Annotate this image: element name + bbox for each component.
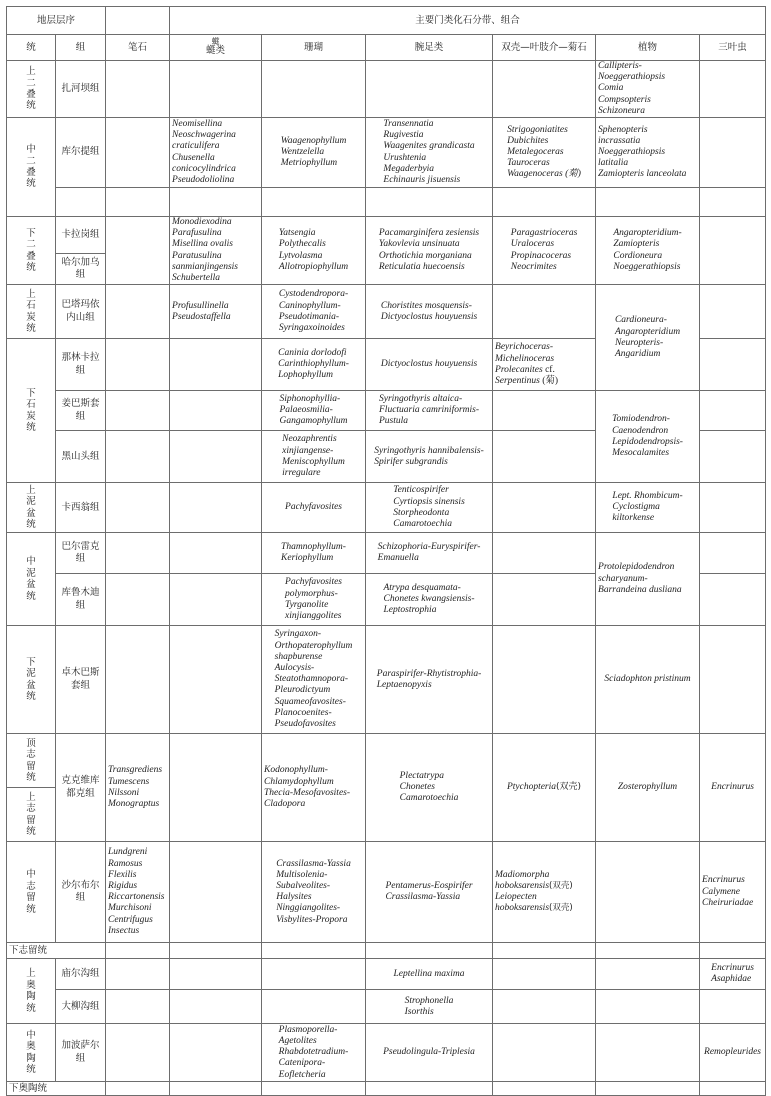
brachiopods-cell xyxy=(366,574,493,626)
trilobites-cell xyxy=(700,959,766,990)
trilobites-cell xyxy=(700,1024,766,1082)
brachiopods-text: Paraspirifer-Rhytistrophia- Leptaenopyxis xyxy=(376,668,482,690)
fusulinids-cell xyxy=(170,959,262,990)
graptolites-cell xyxy=(106,1082,170,1096)
ammonoids-cell xyxy=(493,61,596,118)
corals-cell xyxy=(262,533,366,574)
fusulinids-cell xyxy=(170,626,262,734)
fusulinids-text: 䗴类 xyxy=(206,45,226,57)
fusulinids-text: Profusullinella Pseudostaffella xyxy=(172,300,231,322)
corals-text: Neozaphrentis xinjiangense- Meniscophyllum irregulare xyxy=(282,434,345,478)
brachiopods-cell xyxy=(366,1024,493,1082)
formation-cell: 加波萨尔组 xyxy=(56,1024,106,1082)
fusulinids-cell xyxy=(170,1082,262,1096)
brachiopods-cell xyxy=(366,959,493,990)
series-cell: 上石炭统 xyxy=(7,285,56,339)
ammonoids-cell xyxy=(493,959,596,990)
corals-cell xyxy=(262,1082,366,1096)
ammonoids-cell xyxy=(493,391,596,431)
ammonoids-cell xyxy=(493,483,596,533)
brachiopods-cell xyxy=(366,391,493,431)
fusulinids-cell xyxy=(170,943,262,959)
corals-cell xyxy=(262,943,366,959)
table-row xyxy=(7,118,766,188)
fusulinids-cell xyxy=(170,285,262,339)
formation-cell: 姜巴斯套组 xyxy=(56,391,106,431)
corals-text: Plasmoporella- Agetolites Rhabdotetradium- Catenipora- Eofletcheria xyxy=(278,1024,349,1080)
brachiopods-cell xyxy=(366,61,493,118)
plants-text: Angaropteridium- Zamiopteris Cordioneura Noeggerathiopsis xyxy=(613,228,682,272)
series-cell: 上志留统 xyxy=(7,788,56,842)
trilobites-cell xyxy=(700,483,766,533)
brachiopods-text: Choristites mosquensis- Dictyoclostus houyuensis xyxy=(380,300,478,322)
formation-cell: 那林卡拉组 xyxy=(56,339,106,391)
brachiopods-cell xyxy=(366,188,493,217)
brachiopods-cell xyxy=(366,285,493,339)
corals-cell xyxy=(262,626,366,734)
cf-abbrev: cf. xyxy=(542,364,555,375)
table-row xyxy=(7,734,766,788)
corals-cell xyxy=(262,431,366,483)
corals-text: Waagenophyllum Wentzelella Metriophyllum xyxy=(280,135,347,169)
ammonoids-cell xyxy=(493,431,596,483)
plants-text: Lept. Rhombicum- Cyclostigma kiltorkense xyxy=(612,490,683,524)
plants-cell xyxy=(596,1082,700,1096)
fusulinids-text: Neomisellina Neoschwagerina craticulifera Chusenella conicocylindrica Pseudodoliolina xyxy=(172,118,236,185)
graptolites-cell xyxy=(106,943,170,959)
brachiopods-text: Strophonella Isorthis xyxy=(404,995,454,1017)
fusulinids-header xyxy=(170,35,262,61)
plants-cell xyxy=(596,188,700,217)
formation-cell: 哈尔加乌组 xyxy=(56,254,106,285)
fusulinids-cell xyxy=(170,339,262,391)
plants-text: Callipteris- Noeggerathiopsis Comia Compsopteris Schizoneura xyxy=(598,61,666,116)
brachiopods-cell xyxy=(366,339,493,391)
fusulinids-cell xyxy=(170,574,262,626)
corals-cell xyxy=(262,483,366,533)
formation-cell: 沙尔布尔组 xyxy=(56,842,106,943)
corals-text: Pachyfavosites polymorphus- Tyrganolite xinjianggolites xyxy=(285,577,342,621)
series-cell: 顶志留统 xyxy=(7,734,56,788)
graptolites-cell xyxy=(106,217,170,285)
plants-cell xyxy=(596,943,700,959)
plants-cell xyxy=(596,391,700,483)
fusulinids-cell xyxy=(170,483,262,533)
table-row xyxy=(7,391,766,431)
plants-text: Cardioneura- Angaropteridium Neuropteris- Angaridium xyxy=(614,315,681,359)
corals-text: Siphonophyllia- Palaeosmilia- Gangamophyllum xyxy=(279,393,348,427)
ammonoids-cell xyxy=(493,533,596,574)
ammonoids-cell xyxy=(493,118,596,188)
brachiopods-cell xyxy=(366,990,493,1024)
formation-cell: 庙尔沟组 xyxy=(56,959,106,990)
series-cell: 下奥陶统 xyxy=(7,1082,106,1096)
fusulinids-cell xyxy=(170,990,262,1024)
table-row xyxy=(7,533,766,574)
brachiopods-text: Syringothyris hannibalensis- Spirifer subgrandis xyxy=(374,445,484,467)
graptolites-cell xyxy=(106,574,170,626)
plants-cell xyxy=(596,217,700,285)
formation-cell: 卡西翁组 xyxy=(56,483,106,533)
fusulinids-cell xyxy=(170,842,262,943)
graptolites-text: Lundgreni Ramosus Flexilis Rigidus Riccartonensis Murchisoni Centrifugus Insectus xyxy=(108,847,165,936)
fusulinids-cell xyxy=(170,431,262,483)
brachiopods-header: 腕足类 xyxy=(366,35,493,61)
formation-cell: 巴塔玛依内山组 xyxy=(56,285,106,339)
brachiopods-cell xyxy=(366,626,493,734)
formation-cell: 巴尔雷克组 xyxy=(56,533,106,574)
plants-cell xyxy=(596,118,700,188)
trilobites-cell xyxy=(700,391,766,431)
series-cell: 上二叠统 xyxy=(7,61,56,118)
formation-cell: 黑山头组 xyxy=(56,431,106,483)
plants-cell xyxy=(596,1024,700,1082)
ammonoids-cell xyxy=(493,1024,596,1082)
graptolites-cell xyxy=(106,842,170,943)
table-row xyxy=(7,61,766,118)
trilobites-cell xyxy=(700,217,766,285)
formation-cell: 卓木巴斯套组 xyxy=(56,626,106,734)
trilobites-cell xyxy=(700,943,766,959)
trilobites-text: Encrinurus Calymene Cheiruriadae xyxy=(702,875,754,908)
trilobites-cell xyxy=(700,1082,766,1096)
corals-text: Crassilasma-Yassia Multisolenia- Subalveolites- Halysites Ninggiangolites- Visbylites-Propora xyxy=(276,858,351,925)
trilobites-cell xyxy=(700,339,766,391)
trilobites-cell xyxy=(700,990,766,1024)
ammonoids-cell xyxy=(493,626,596,734)
plants-cell xyxy=(596,533,700,626)
plants-cell xyxy=(596,842,700,943)
formation-cell: 大柳沟组 xyxy=(56,990,106,1024)
corals-cell xyxy=(262,391,366,431)
fusulinids-cell xyxy=(170,533,262,574)
bivalves-text: Leiopecten hoboksarensis xyxy=(495,892,550,914)
header-row-2 xyxy=(7,35,766,61)
corals-text: Syringaxon- Orthopaterophyllum shapburense Aulocysis- Steatothamnopora- Pleurodictyum Squameofavosites- Planocoenites- Pseudofavosites xyxy=(274,629,353,729)
bivalves-tag: (双壳) xyxy=(556,781,582,792)
trilobites-cell xyxy=(700,533,766,574)
trilobites-cell xyxy=(700,188,766,217)
brachiopods-text: Dictyoclostus houyuensis xyxy=(380,359,478,370)
brachiopods-cell xyxy=(366,842,493,943)
table-row xyxy=(7,1082,766,1096)
fusulinids-cell xyxy=(170,61,262,118)
table-row xyxy=(7,285,766,339)
ammonoid-species: Serpentinus xyxy=(495,375,540,386)
brachiopods-text: Leptellina maxima xyxy=(393,968,465,979)
bivalves-cell xyxy=(493,734,596,842)
ammonoids-cell xyxy=(493,574,596,626)
graptolites-cell xyxy=(106,188,170,217)
bivalve-entry-1 xyxy=(495,870,593,892)
ammonoids-text: Beyrichoceras- Michelinoceras xyxy=(495,342,555,364)
corals-cell xyxy=(262,188,366,217)
table-row xyxy=(7,626,766,734)
trilobites-cell xyxy=(700,61,766,118)
formation-cell: 库鲁木迪组 xyxy=(56,574,106,626)
ammonoids-cell xyxy=(493,1082,596,1096)
fusulinids-cell xyxy=(170,217,262,285)
trilobites-cell xyxy=(700,842,766,943)
graptolites-cell xyxy=(106,483,170,533)
corals-text: Thamnophyllum- Keriophyllum xyxy=(281,542,346,564)
corals-cell xyxy=(262,217,366,285)
series-cell: 中泥盆统 xyxy=(7,533,56,626)
ammonoid-genus: Prolecanites xyxy=(495,364,543,375)
fusulinids-cell xyxy=(170,734,262,842)
graptolites-header: 笔石 xyxy=(106,35,170,61)
brachiopods-text: Atrypa desquamata- Chonetes kwangsiensis- Leptostrophia xyxy=(383,582,475,616)
ammonoids-text: Paragastrioceras Uraloceras Propinacoceras Neocrimites xyxy=(510,228,578,272)
formation-header: 组 xyxy=(56,35,106,61)
corals-text: Kodonophyllum- Chlamydophyllum Thecia-Mesofavosites- Cladopora xyxy=(264,765,351,809)
bivalves-text: Madiomorpha hoboksarensis xyxy=(495,869,550,892)
series-cell: 上泥盆统 xyxy=(7,483,56,533)
fusulinids-cell xyxy=(170,1024,262,1082)
ammonoids-cell xyxy=(493,990,596,1024)
strata-header: 地层层序 xyxy=(7,7,106,35)
graptolites-cell xyxy=(106,285,170,339)
brachiopods-cell xyxy=(366,943,493,959)
series-cell: 中奥陶统 xyxy=(7,1024,56,1082)
graptolites-cell xyxy=(106,118,170,188)
trilobites-cell xyxy=(700,626,766,734)
table-row xyxy=(7,943,766,959)
table-row xyxy=(7,959,766,990)
formation-cell: 库尔提组 xyxy=(56,118,106,188)
graptolites-cell xyxy=(106,533,170,574)
table-row xyxy=(7,483,766,533)
plants-header: 植物 xyxy=(596,35,700,61)
ammonoids-text-2 xyxy=(495,365,593,376)
series-cell: 中志留统 xyxy=(7,842,56,943)
bivalves-tag: (双壳) xyxy=(549,903,573,914)
plants-cell xyxy=(596,959,700,990)
graptolites-cell xyxy=(106,990,170,1024)
series-cell: 下泥盆统 xyxy=(7,626,56,734)
series-cell: 上奥陶统 xyxy=(7,959,56,1024)
brachiopods-cell xyxy=(366,483,493,533)
series-cell: 下二叠统 xyxy=(7,217,56,285)
graptolites-cell xyxy=(106,734,170,842)
ammonoids-cell xyxy=(493,188,596,217)
bivalves-tag: (双壳) xyxy=(549,881,573,892)
ammonoids-cell xyxy=(493,943,596,959)
brachiopods-text: Transennatia Rugivestia Waagenites grandicasta Urushtenia Megaderbyia Echinauris jisuensis xyxy=(383,118,475,185)
ammonoids-cell xyxy=(493,285,596,339)
brachiopods-cell xyxy=(366,533,493,574)
brachiopods-cell xyxy=(366,1082,493,1096)
trilobites-text: Encrinurus xyxy=(711,782,754,793)
formation-cell: 卡拉岗组 xyxy=(56,217,106,254)
formation-cell: 克克维库都克组 xyxy=(56,734,106,842)
ammonoids-cell xyxy=(493,339,596,391)
bivalves-cell xyxy=(493,842,596,943)
table-row xyxy=(7,1024,766,1082)
graptolites-cell xyxy=(106,61,170,118)
corals-text: Caninia dorlodofi Carinthiophyllum- Lophophyllum xyxy=(278,347,349,381)
graptolites-text: Transgrediens Tumescens Nilssoni Monograptus xyxy=(108,765,163,809)
brachiopods-cell xyxy=(366,431,493,483)
plants-cell xyxy=(596,483,700,533)
trilobites-header: 三叶虫 xyxy=(700,35,766,61)
ammonoids-text-3 xyxy=(495,376,593,387)
plants-cell xyxy=(596,285,700,391)
corals-cell xyxy=(262,61,366,118)
fusulinids-header-label xyxy=(206,38,225,56)
corals-cell xyxy=(262,1024,366,1082)
corals-cell xyxy=(262,734,366,842)
formation-cell: 扎河坝组 xyxy=(56,61,106,118)
trilobites-cell xyxy=(700,118,766,188)
table-row xyxy=(7,842,766,943)
fossil-zones-header: 主要门类化石分带、组合 xyxy=(170,7,766,35)
plants-text: Zosterophyllum xyxy=(617,782,678,793)
graptolites-cell xyxy=(106,626,170,734)
brachiopods-cell xyxy=(366,734,493,842)
plants-text: Sphenopteris incrassatia Noeggerathiopsis latitalia Zamiopteris lanceolata xyxy=(598,124,687,180)
series-cell: 下志留统 xyxy=(7,943,106,959)
plants-cell xyxy=(596,61,700,118)
brachiopods-text: Tenticospirifer Cyrtiopsis sinensis Storpheodonta Camarotoechia xyxy=(393,485,465,529)
plants-cell xyxy=(596,734,700,842)
brachiopods-text: Pentamerus-Eospirifer Crassilasma-Yassia xyxy=(385,881,473,903)
corals-text: Cystodendropora- Caninophyllum- Pseudotimania- Syringaxoinoides xyxy=(278,289,349,333)
corals-text: Pachyfavosites xyxy=(285,502,342,513)
formation-cell xyxy=(56,188,106,217)
table-row xyxy=(7,217,766,254)
ammonoid-tag: (菊) xyxy=(539,375,559,386)
brachiopods-cell xyxy=(366,217,493,285)
plants-cell xyxy=(596,990,700,1024)
graptolites-cell xyxy=(106,959,170,990)
plants-cell xyxy=(596,626,700,734)
brachiopods-text: Pseudolingula-Triplesia xyxy=(383,1047,475,1058)
brachiopods-text: Syringothyris altaica- Fluctuaria camriniformis- Pustula xyxy=(379,393,480,427)
graptolites-cell xyxy=(106,1024,170,1082)
trilobites-text: Encrinurus Asaphidae xyxy=(711,963,754,985)
ammonoids-cell xyxy=(493,217,596,285)
corals-cell xyxy=(262,574,366,626)
brachiopods-text: Schizophoria-Euryspirifer- Emanuella xyxy=(377,542,481,564)
ammonoids-text: Strigogoniatites Dubichites Metalegoceras Tauroceras Waagenoceras (菊) xyxy=(507,124,581,180)
fusulinids-cell xyxy=(170,391,262,431)
header-row-1 xyxy=(7,7,766,35)
brachiopods-cell xyxy=(366,118,493,188)
fossil-zonation-table xyxy=(6,6,766,1096)
corals-cell xyxy=(262,842,366,943)
series-header: 统 xyxy=(7,35,56,61)
series-cell: 中二叠统 xyxy=(7,118,56,217)
corals-cell xyxy=(262,959,366,990)
fusulinids-text: Monodiexodina Parafusulina Misellina ovalis Paratusulina sanmianjingensis Schubertella xyxy=(172,217,238,284)
graptolites-cell xyxy=(106,391,170,431)
blank-header-cell xyxy=(106,7,170,35)
trilobites-cell xyxy=(700,285,766,339)
graptolites-cell xyxy=(106,339,170,391)
brachiopods-text: Pacamarginifera zesiensis Yakovlevia unsinuata Orthotichia morganiana Reticulatia huecoensis xyxy=(378,228,480,272)
corals-header: 珊瑚 xyxy=(262,35,366,61)
series-cell: 下石炭统 xyxy=(7,339,56,483)
plants-text: Tomiodendron- Caenodendron Lepidodendropsis- Mesocalamites xyxy=(612,414,683,458)
fusulinids-cell xyxy=(170,188,262,217)
bivalve-entry-2 xyxy=(495,892,593,914)
table-row xyxy=(7,990,766,1024)
plants-text: Sciadophton pristinum xyxy=(604,674,691,685)
bivalve-ostracod-ammonoid-header: 双壳—叶肢介—菊石 xyxy=(493,35,596,61)
fusulinids-ruby: 䗴 xyxy=(211,37,220,47)
bivalves-text: Ptychopteria xyxy=(506,781,557,792)
trilobites-cell xyxy=(700,431,766,483)
brachiopods-text: Plectatrypa Chonetes Camarotoechia xyxy=(399,770,459,804)
fusulinids-cell xyxy=(170,118,262,188)
table-row xyxy=(7,188,766,217)
corals-cell xyxy=(262,339,366,391)
plants-text: Protolepidodendron scharyanum- Barrandeina dusliana xyxy=(598,562,682,595)
graptolites-cell xyxy=(106,431,170,483)
trilobites-text: Remopleurides xyxy=(704,1047,762,1058)
corals-text: Yatsengia Polythecalis Lytvolasma Allotropiophyllum xyxy=(278,228,349,272)
corals-cell xyxy=(262,990,366,1024)
trilobites-cell xyxy=(700,734,766,842)
corals-cell xyxy=(262,285,366,339)
trilobites-cell xyxy=(700,574,766,626)
corals-cell xyxy=(262,118,366,188)
